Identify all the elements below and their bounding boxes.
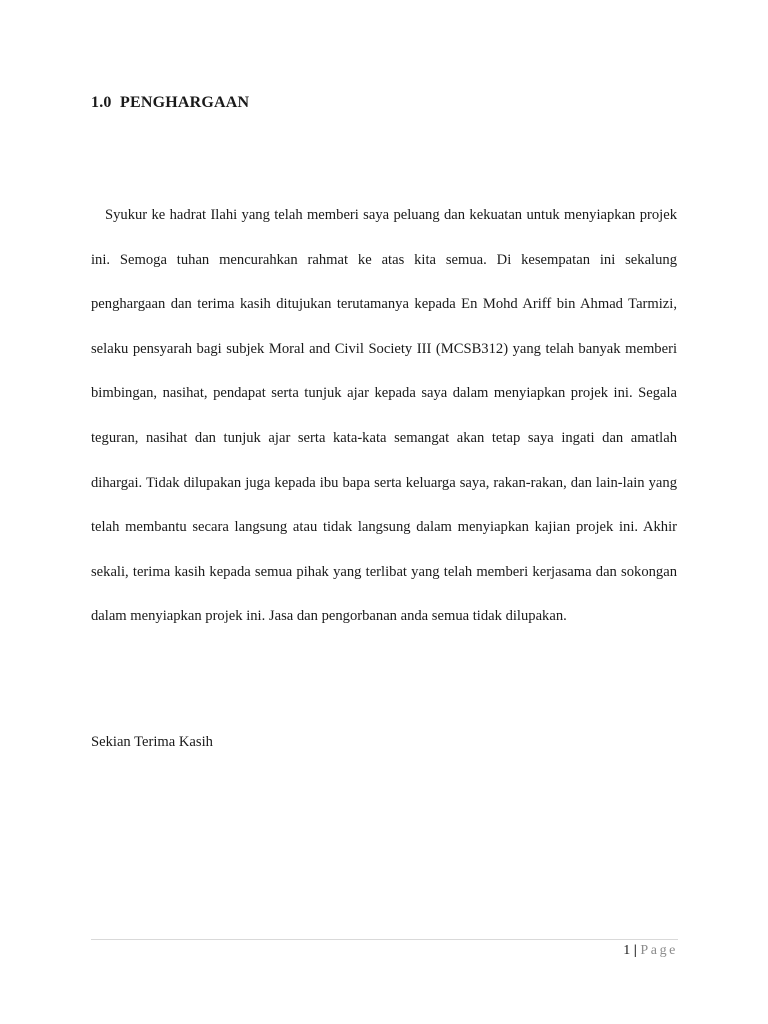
footer-divider — [91, 939, 678, 940]
closing-line: Sekian Terima Kasih — [91, 734, 213, 750]
page-footer — [623, 943, 678, 959]
page-label: Page — [640, 943, 678, 958]
footer-separator: | — [633, 943, 637, 958]
page-number: 1 — [623, 943, 631, 958]
section-heading: 1.0 PENGHARGAAN — [91, 94, 250, 111]
acknowledgement-paragraph: Syukur ke hadrat Ilahi yang telah memberi saya peluang dan kekuatan untuk menyiapkan projek ini. Semoga tuhan mencurahkan rahmat ke atas kita semua. Di kesempatan ini sekalung penghargaan dan terima kasih ditujukan terutamanya kepada En Mohd Ariff bin Ahmad Tarmizi, selaku pensyarah bagi subjek Moral and Civil Society III (MCSB312) yang telah banyak memberi bimbingan, nasihat, pendapat serta tunjuk ajar kepada saya dalam menyiapkan projek ini. Segala teguran, nasihat dan tunjuk ajar serta kata-kata semangat akan tetap saya ingati dan amatlah dihargai. Tidak dilupakan juga kepada ibu bapa serta keluarga saya, rakan-rakan, dan lain-lain yang telah membantu secara langsung atau tidak langsung dalam menyiapkan kajian projek ini. Akhir sekali, terima kasih kepada semua pihak yang terlibat yang telah memberi kerjasama dan sokongan dalam menyiapkan projek ini. Jasa dan pengorbanan anda semua tidak dilupakan. — [91, 207, 677, 625]
